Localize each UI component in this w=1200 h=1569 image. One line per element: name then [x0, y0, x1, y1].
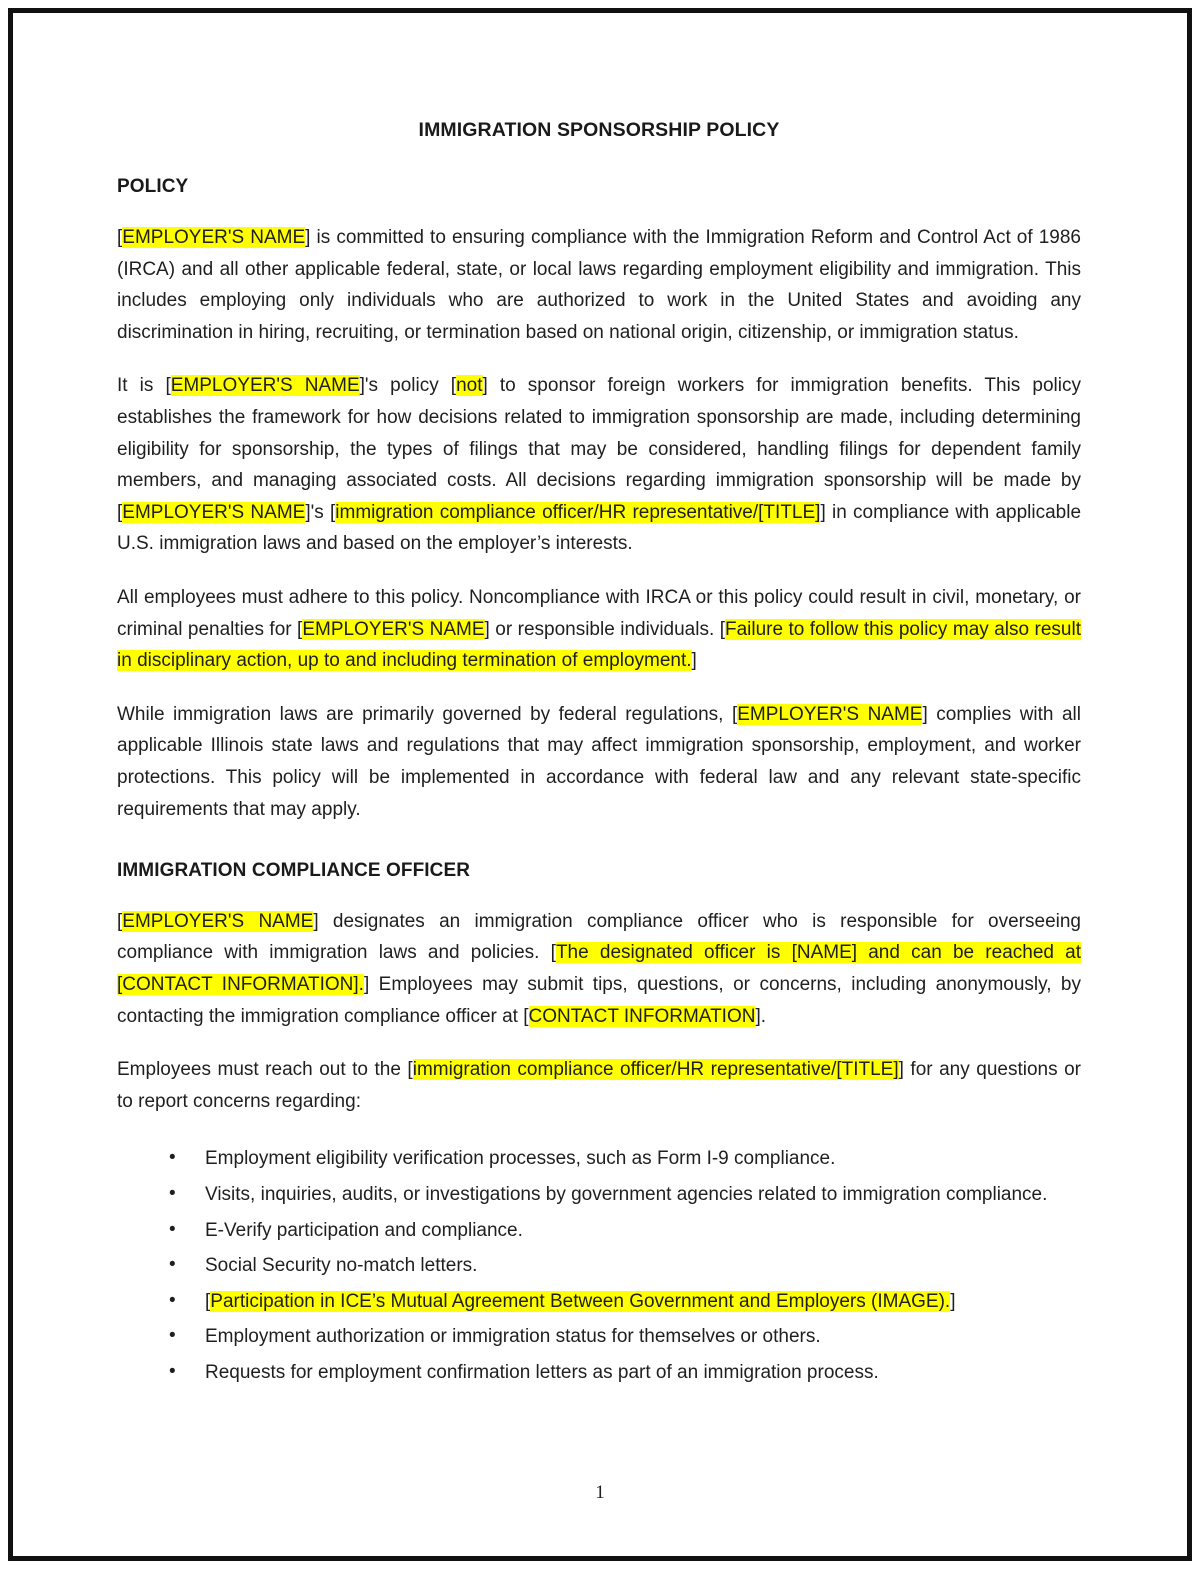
text-fragment: ].	[755, 1005, 767, 1027]
list-item	[117, 1143, 1081, 1175]
highlight-contact-information: CONTACT INFORMATION	[528, 1005, 756, 1027]
text-fragment: E-Verify participation and compliance.	[205, 1219, 523, 1241]
highlight-employer-name: EMPLOYER'S NAME	[302, 618, 485, 640]
text-fragment: Employment authorization or immigration status for themselves or others.	[205, 1326, 821, 1348]
text-fragment: ]'s policy [	[359, 375, 457, 397]
text-fragment: ]	[950, 1290, 956, 1312]
policy-paragraph-4	[117, 699, 1081, 825]
page-number: 1	[595, 1482, 605, 1503]
highlight-officer-title: immigration compliance officer/HR representative/[TITLE]	[412, 1059, 899, 1081]
highlight-employer-name: EMPLOYER'S NAME	[170, 375, 360, 397]
policy-paragraph-2	[117, 370, 1081, 560]
list-item	[117, 1250, 1081, 1282]
list-item	[117, 1321, 1081, 1353]
list-item	[117, 1179, 1081, 1211]
text-fragment: It is [	[117, 375, 171, 397]
policy-paragraph-1	[117, 222, 1081, 348]
compliance-officer-paragraph-2	[117, 1054, 1081, 1117]
list-item	[117, 1215, 1081, 1247]
text-fragment: Employment eligibility verification processes, such as Form I-9 compliance.	[205, 1148, 836, 1170]
highlight-employer-name: EMPLOYER'S NAME	[737, 703, 923, 725]
text-fragment: [	[117, 227, 123, 249]
compliance-officer-paragraph-1	[117, 906, 1081, 1032]
text-fragment: ]'s [	[305, 501, 336, 523]
text-fragment: While immigration laws are primarily governed by federal regulations, [	[117, 703, 738, 725]
highlight-disciplinary-action: Failure to follow this policy may also result in disciplinary action, up to and including termination of employment.	[117, 618, 1081, 672]
list-item	[117, 1357, 1081, 1389]
text-fragment: ]	[691, 650, 697, 672]
policy-paragraph-3	[117, 582, 1081, 677]
highlight-not: not	[456, 375, 483, 397]
text-fragment: ] for any questions or to report concerns regarding:	[117, 1059, 1082, 1112]
highlight-employer-name: EMPLOYER'S NAME	[122, 227, 306, 249]
highlight-designated-officer: The designated officer is [NAME] and can be reached at [CONTACT INFORMATION].	[117, 942, 1082, 995]
text-fragment: ] or responsible individuals. [	[484, 618, 725, 640]
text-fragment: ] Employees may submit tips, questions, or concerns, including anonymously, by contacting the immigration compliance officer at [	[117, 974, 1081, 1027]
highlight-officer-title: immigration compliance officer/HR representative/[TITLE]	[335, 501, 821, 523]
page-title: IMMIGRATION SPONSORSHIP POLICY	[418, 119, 780, 141]
text-fragment: ] in compliance with applicable U.S. immigration laws and based on the employer’s interests.	[117, 501, 1082, 555]
text-fragment: Employees must reach out to the [	[117, 1059, 413, 1081]
text-fragment: ] is committed to ensuring compliance with the Immigration Reform and Control Act of 1986 (IRCA) and all other applicable federal, state, or local laws regarding employment eligibility and immigration. This includes employing only individuals who are authorized to work in the United States and avoiding any discrimination in hiring, recruiting, or termination based on national origin, citizenship, or immigration status.	[117, 227, 1082, 343]
text-fragment: ] to sponsor foreign workers for immigration benefits. This policy establishes the framework for how decisions related to immigration sponsorship are made, including determining eligibility for sponsorship, the types of filings that may be considered, handling filings for dependent family members, and managing associated costs. All decisions regarding immigration sponsorship will be made by [	[117, 375, 1081, 523]
text-fragment: Requests for employment confirmation letters as part of an immigration process.	[205, 1361, 879, 1383]
text-fragment: All employees must adhere to this policy. Noncompliance with IRCA or this policy could result in civil, monetary, or criminal penalties for [	[117, 586, 1081, 640]
section-heading-policy: POLICY	[117, 176, 189, 198]
text-fragment: Social Security no-match letters.	[205, 1255, 478, 1277]
text-fragment: [	[117, 910, 123, 932]
paper-sheet	[13, 13, 1187, 1556]
document-content	[117, 118, 1081, 1393]
highlight-employer-name: EMPLOYER'S NAME	[122, 501, 306, 523]
text-fragment: ] designates an immigration compliance officer who is responsible for overseeing compliance with immigration laws and policies. [	[117, 910, 1081, 964]
highlight-employer-name: EMPLOYER'S NAME	[122, 910, 314, 932]
list-item	[117, 1286, 1081, 1318]
text-fragment: Visits, inquiries, audits, or investigations by government agencies related to immigration compliance.	[205, 1183, 1048, 1205]
compliance-topics-list	[117, 1143, 1081, 1388]
section-heading-compliance-officer: IMMIGRATION COMPLIANCE OFFICER	[117, 860, 471, 882]
text-fragment: ] complies with all applicable Illinois state laws and regulations that may affect immigration sponsorship, employment, and worker protections. This policy will be implemented in accordance with federal law and any relevant state-specific requirements that may apply.	[117, 703, 1081, 820]
text-fragment: [	[205, 1290, 211, 1312]
highlight-ice-image-participation: Participation in ICE’s Mutual Agreement Between Government and Employers (IMAGE).	[210, 1290, 951, 1312]
